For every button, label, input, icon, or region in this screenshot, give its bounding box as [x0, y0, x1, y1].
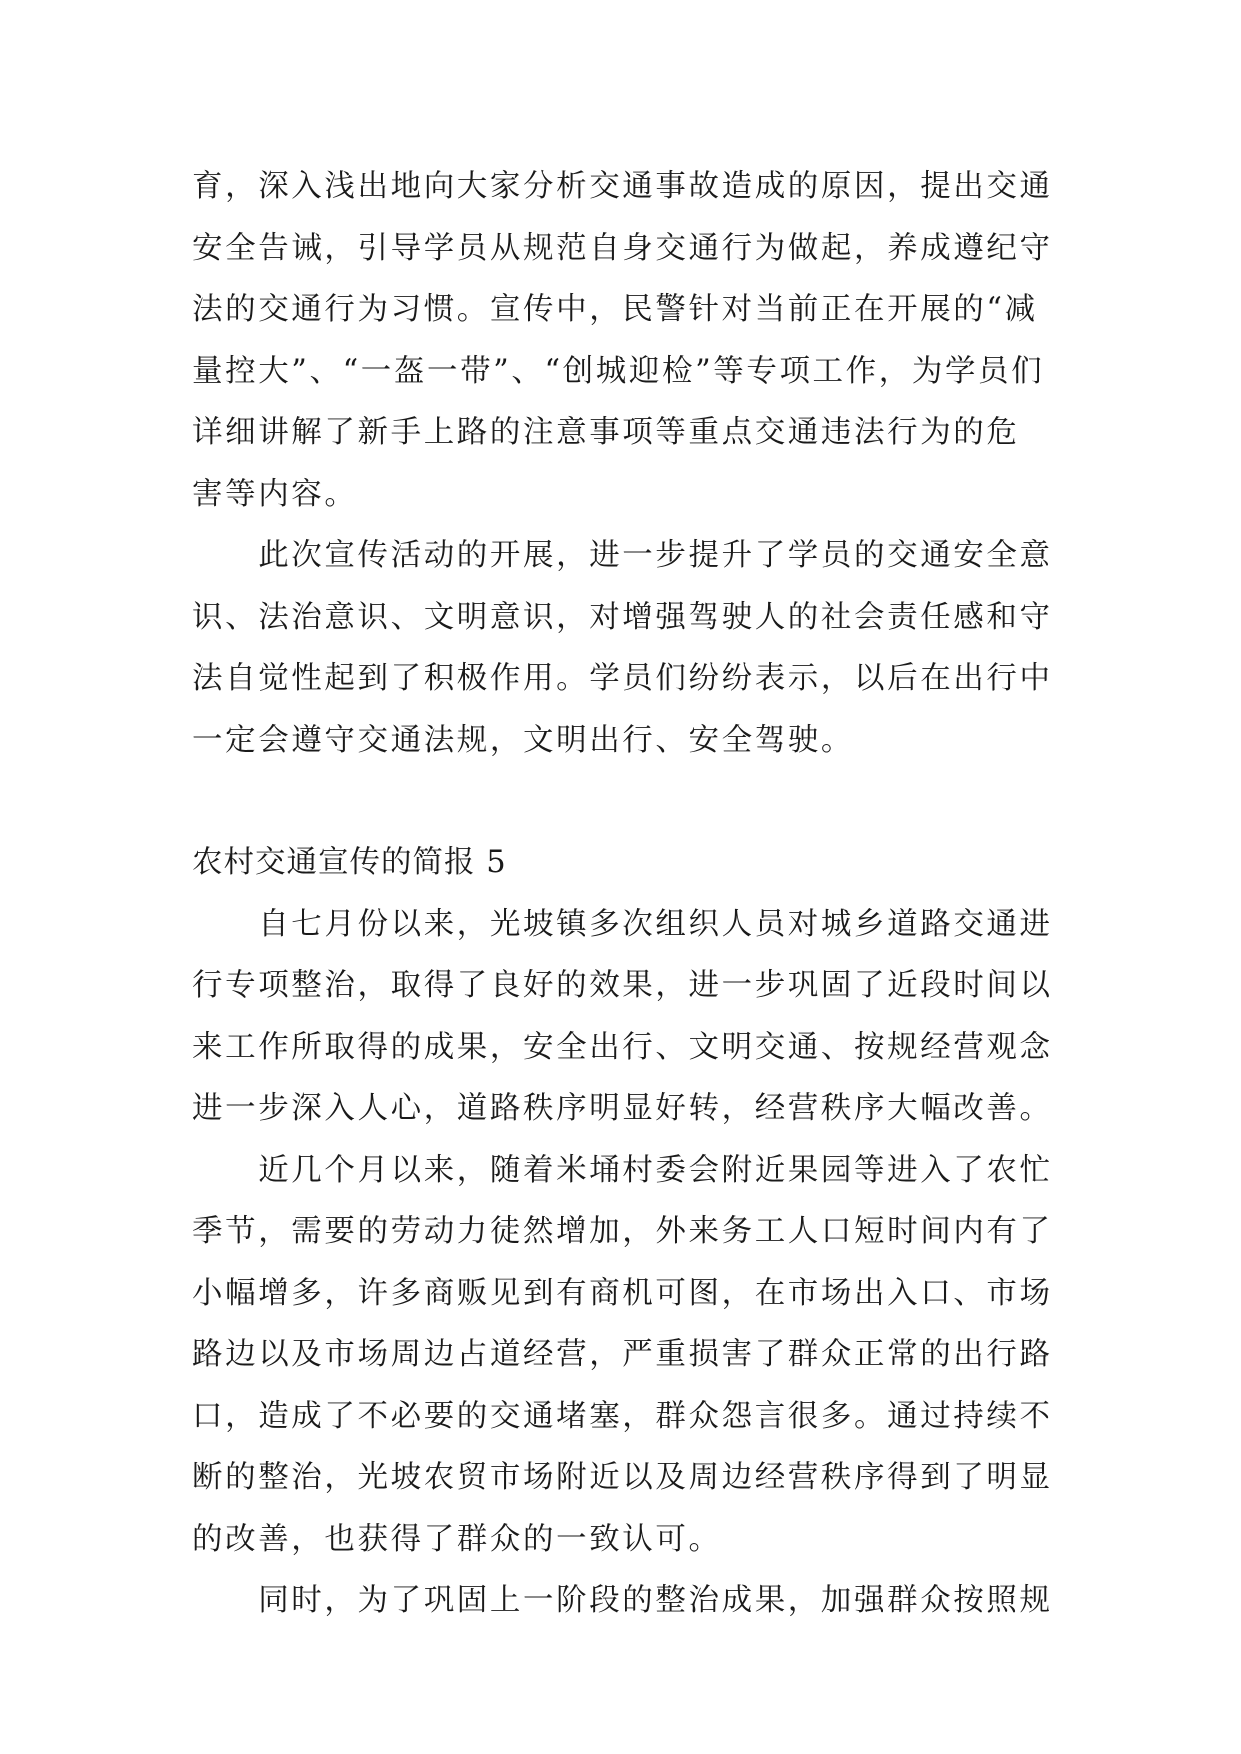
text-line: 法的交通行为习惯。宣传中，民警针对当前正在开展的“减	[192, 292, 1038, 327]
blank-line	[192, 771, 1062, 832]
text-line: 行专项整治，取得了良好的效果，进一步巩固了近段时间以	[192, 968, 1053, 1003]
text-line: 法自觉性起到了积极作用。学员们纷纷表示，以后在出行中	[192, 661, 1053, 696]
text-line: 来工作所取得的成果，安全出行、文明交通、按规经营观念	[192, 1029, 1053, 1065]
text-line: 自七月份以来，光坡镇多次组织人员对城乡道路交通进	[192, 906, 1053, 942]
text-line: 近几个月以来，随着米埇村委会附近果园等进入了农忙	[192, 1152, 1053, 1188]
text-line: 一定会遵守交通法规，文明出行、安全驾驶。	[192, 722, 854, 758]
paragraph-rectification	[192, 894, 1062, 1140]
text-line: 路边以及市场周边占道经营，严重损害了群众正常的出行路	[192, 1337, 1053, 1372]
text-line: 的改善，也获得了群众的一致认可。	[192, 1521, 722, 1557]
text-line: 详细讲解了新手上路的注意事项等重点交通违法行为的危	[192, 415, 1020, 450]
text-line: 断的整治，光坡农贸市场附近以及周边经营秩序得到了明显	[192, 1460, 1053, 1495]
text-line: 口，造成了不必要的交通堵塞，群众怨言很多。通过持续不	[192, 1398, 1053, 1434]
text-line: 进一步深入人心，道路秩序明显好转，经营秩序大幅改善。	[192, 1091, 1053, 1126]
text-line: 季节，需要的劳动力徒然增加，外来务工人口短时间内有了	[192, 1214, 1053, 1249]
paragraph-activity-result	[192, 525, 1062, 771]
text-line: 育，深入浅出地向大家分析交通事故造成的原因，提出交通	[192, 169, 1053, 204]
section-heading: 农村交通宣传的简报 5	[192, 845, 507, 880]
text-line: 此次宣传活动的开展，进一步提升了学员的交通安全意	[192, 538, 1053, 573]
text-line: 安全告诫，引导学员从规范自身交通行为做起，养成遵纪守	[192, 230, 1053, 266]
paragraph-market-order	[192, 1140, 1062, 1571]
paragraph-traffic-education	[192, 156, 1062, 525]
text-line: 小幅增多，许多商贩见到有商机可图，在市场出入口、市场	[192, 1275, 1053, 1311]
text-line: 同时，为了巩固上一阶段的整治成果，加强群众按照规	[192, 1583, 1053, 1618]
text-line: 识、法治意识、文明意识，对增强驾驶人的社会责任感和守	[192, 599, 1053, 635]
text-line: 量控大”、“一盔一带”、“创城迎检”等专项工作，为学员们	[192, 353, 1045, 389]
text-line: 害等内容。	[192, 476, 358, 512]
document-body	[192, 156, 1062, 1632]
paragraph-consolidation	[192, 1570, 1062, 1632]
